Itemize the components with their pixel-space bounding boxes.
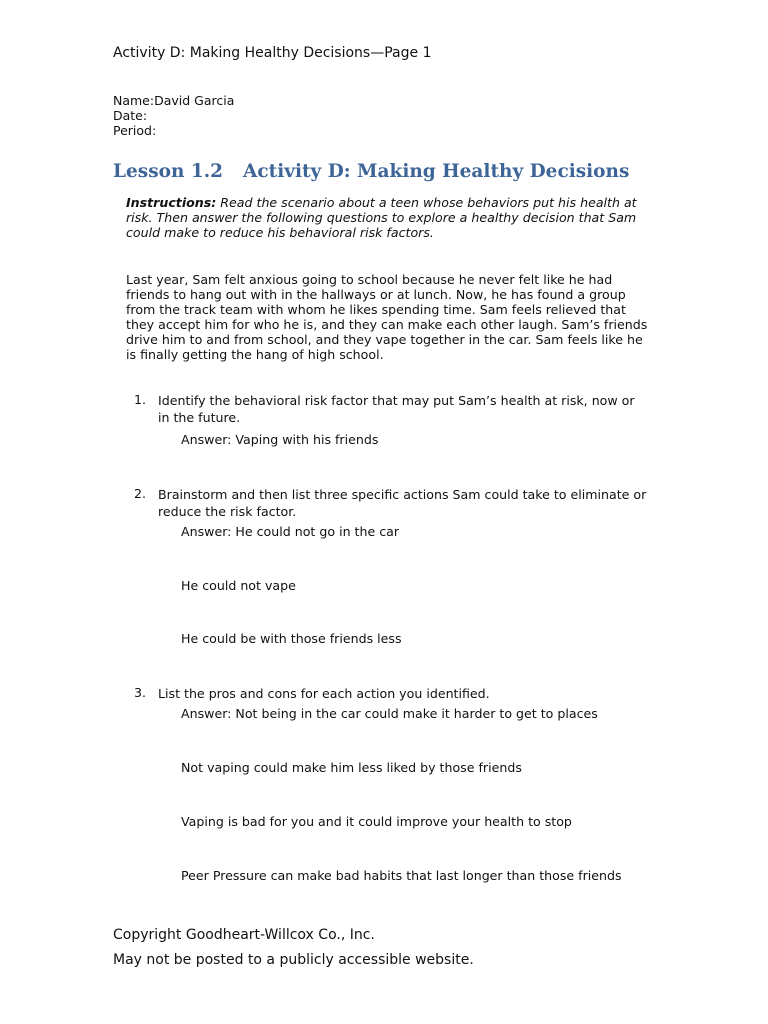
period-label: Period: (113, 123, 157, 138)
question-3-answer-4: Peer Pressure can make bad habits that last longer than those friends (181, 868, 622, 883)
question-2-answer-3: He could be with those friends less (181, 631, 402, 646)
question-1-number: 1. (134, 392, 147, 407)
question-3-answer-3: Vaping is bad for you and it could improve your health to stop (181, 814, 572, 829)
scenario-paragraph: Last year, Sam felt anxious going to school because he never felt like he had friends to hang out with in the hallways or at lunch. Now, he has found a group from the track team with whom he likes spending time. Sam feels relieved that they accept him for who he is, and they can make each other laugh. Sam’s friends drive him to and from school, and they vape together in the car. Sam feels like he is finally getting the hang of high school. (126, 272, 648, 362)
lesson-title: Activity D: Making Healthy Decisions (243, 161, 630, 182)
instructions (126, 195, 646, 240)
name-label: Name: (113, 93, 155, 108)
instructions-text: Read the scenario about a teen whose behaviors put his health at risk. Then answer the following questions to explore a healthy decision that Sam could make to reduce his behavioral risk factors. (126, 195, 637, 240)
name-value: David Garcia (154, 93, 235, 108)
name-line (113, 93, 234, 108)
question-1-answer-1: Answer: Vaping with his friends (181, 432, 379, 447)
lesson-number: Lesson 1.2 (113, 161, 224, 182)
question-1-text: Identify the behavioral risk factor that may put Sam’s health at risk, now or in the future. (158, 393, 635, 425)
posting-notice: May not be posted to a publicly accessible website. (113, 952, 474, 968)
page-header: Activity D: Making Healthy Decisions—Page 1 (113, 45, 432, 61)
question-2-text: Brainstorm and then list three specific actions Sam could take to eliminate or reduce the risk factor. (158, 487, 647, 519)
lesson-heading (113, 161, 629, 182)
question-2-number: 2. (134, 486, 147, 501)
date-label: Date: (113, 108, 148, 123)
student-info (113, 93, 234, 138)
question-3-answer-2: Not vaping could make him less liked by those friends (181, 760, 522, 775)
copyright-line: Copyright Goodheart-Willcox Co., Inc. (113, 927, 375, 943)
question-3-text: List the pros and cons for each action you identified. (158, 686, 490, 701)
question-2-answer-2: He could not vape (181, 578, 296, 593)
question-3-answer-1: Answer: Not being in the car could make it harder to get to places (181, 706, 598, 721)
instructions-label: Instructions: (126, 195, 217, 210)
question-3-number: 3. (134, 685, 147, 700)
question-2-answer-1: Answer: He could not go in the car (181, 524, 400, 539)
